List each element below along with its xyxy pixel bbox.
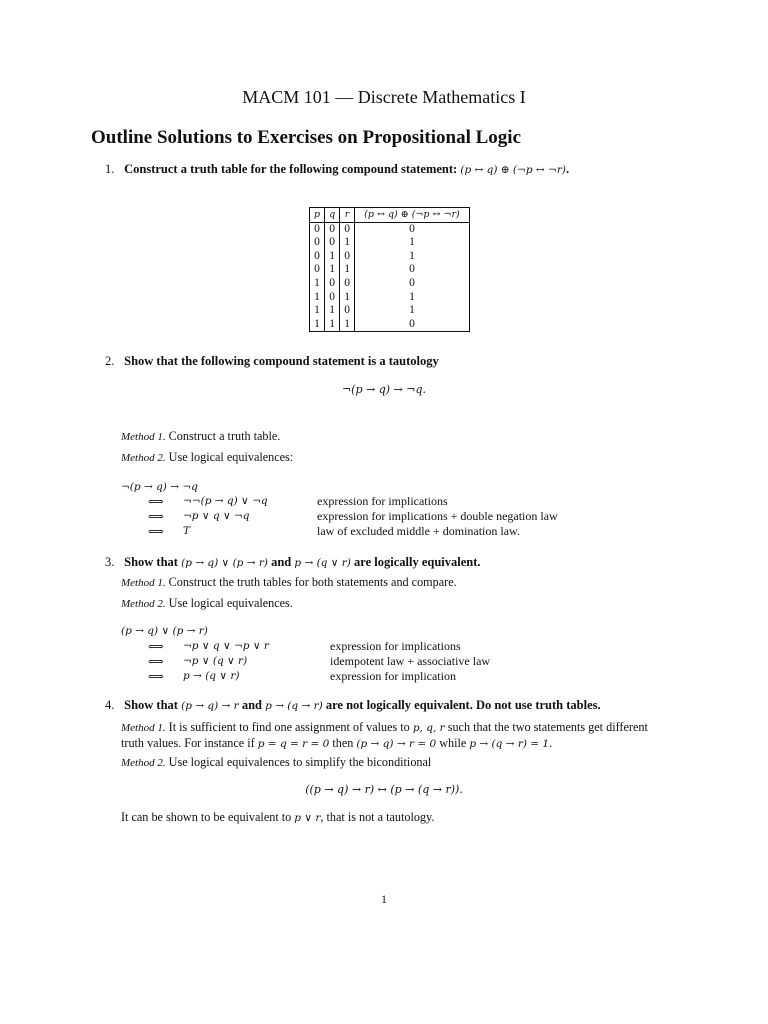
table-cell: 0 xyxy=(310,250,325,264)
table-cell: 1 xyxy=(325,304,340,318)
table-cell: 0 xyxy=(340,222,355,236)
conclusion-text: , that is not a tautology. xyxy=(320,810,435,824)
formula: p = q = r = 0 xyxy=(257,738,330,750)
page-title: Outline Solutions to Exercises on Propositional Logic xyxy=(91,127,522,148)
table-header-row xyxy=(310,208,470,223)
table-cell: 1 xyxy=(409,236,415,249)
method-1 xyxy=(121,720,648,735)
derivation-step xyxy=(148,525,164,538)
table-cell: 0 xyxy=(310,263,325,277)
question-text: Show that the following compound statement is a tautology xyxy=(124,354,439,368)
derivation-expression: T xyxy=(183,525,191,537)
table-cell: 0 xyxy=(409,263,415,276)
table-row xyxy=(310,318,470,332)
equivalence-symbol: ⟺ xyxy=(148,670,164,683)
question-1 xyxy=(105,162,569,177)
equivalence-symbol: ⟺ xyxy=(148,495,164,508)
table-row xyxy=(310,236,470,250)
method-label: Method 2. xyxy=(121,452,166,464)
question-text: are not logically equivalent. Do not use truth tables. xyxy=(325,698,601,712)
truth-table xyxy=(309,207,470,332)
table-cell: 1 xyxy=(340,263,355,277)
derivation-step xyxy=(148,510,164,523)
formula: p → (q → r) xyxy=(265,700,323,712)
method-1-continued xyxy=(121,736,552,751)
table-cell: 0 xyxy=(325,236,340,250)
display-formula: ¬(p → q) → ¬q. xyxy=(341,383,427,396)
derivation-reason: expression for implications xyxy=(317,494,448,508)
table-cell: 1 xyxy=(325,250,340,264)
derivation-step xyxy=(148,655,164,668)
column-header-q: q xyxy=(325,208,340,223)
method-label: Method 1. xyxy=(121,722,166,734)
table-row xyxy=(310,222,470,236)
page-number: 1 xyxy=(381,892,387,906)
derivation-start: ¬(p → q) → ¬q xyxy=(121,481,198,493)
table-cell: 0 xyxy=(325,222,340,236)
formula: (p → q) ∨ (p → r) xyxy=(181,557,268,569)
table-cell: 1 xyxy=(340,318,355,332)
derivation-reason: expression for implication xyxy=(330,669,456,683)
table-cell: 0 xyxy=(340,304,355,318)
formula: p ∨ r xyxy=(294,812,321,824)
table-cell: 1 xyxy=(310,318,325,332)
derivation-expression: p → (q ∨ r) xyxy=(183,670,240,682)
formula: (p ↔ q) ⊕ (¬p ↔ ¬r) xyxy=(460,164,566,176)
question-2 xyxy=(105,354,439,369)
derivation-reason: law of excluded middle + domination law. xyxy=(317,524,520,538)
derivation-expression: ¬p ∨ q ∨ ¬p ∨ r xyxy=(183,640,269,652)
table-cell: 1 xyxy=(310,304,325,318)
table-cell: 0 xyxy=(310,236,325,250)
method-label: Method 1. xyxy=(121,431,166,443)
method-text: Use logical equivalences. xyxy=(168,596,293,610)
derivation-step xyxy=(148,640,164,653)
method-label: Method 1. xyxy=(121,577,166,589)
formula: p, q, r xyxy=(412,722,445,734)
method-label: Method 2. xyxy=(121,598,166,610)
table-cell: 1 xyxy=(409,290,415,303)
question-number: 3. xyxy=(105,555,115,569)
method-text: then xyxy=(332,736,354,750)
derivation-reason: expression for implications xyxy=(330,639,461,653)
table-cell: 1 xyxy=(340,291,355,305)
conclusion-text: It can be shown to be equivalent to xyxy=(121,810,292,824)
question-number: 4. xyxy=(105,698,115,712)
question-number: 2. xyxy=(105,354,115,368)
method-text: Use logical equivalences: xyxy=(168,450,294,464)
question-text: are logically equivalent. xyxy=(354,555,481,569)
question-text: and xyxy=(241,698,262,712)
column-header-r: r xyxy=(340,208,355,223)
formula: (p → q) → r = 0 xyxy=(356,738,437,750)
formula: (p → q) → r xyxy=(181,700,239,712)
derivation-step xyxy=(148,495,164,508)
question-4 xyxy=(105,698,601,713)
column-header-p: p xyxy=(310,208,325,223)
method-1 xyxy=(121,429,280,444)
question-text: and xyxy=(271,555,292,569)
method-text: truth values. For instance if xyxy=(121,736,255,750)
method-text: Construct the truth tables for both statements and compare. xyxy=(168,575,457,589)
table-cell: 0 xyxy=(409,317,415,330)
table-row xyxy=(310,263,470,277)
derivation-expression: ¬p ∨ (q ∨ r) xyxy=(183,655,248,667)
table-row xyxy=(310,250,470,264)
formula: p → (q ∨ r) xyxy=(294,557,351,569)
table-cell: 0 xyxy=(325,277,340,291)
derivation-start: (p → q) ∨ (p → r) xyxy=(121,625,208,637)
equivalence-symbol: ⟺ xyxy=(148,510,164,523)
table-cell: 1 xyxy=(409,249,415,262)
table-cell: 0 xyxy=(310,222,325,236)
derivation-reason: expression for implications + double negation law xyxy=(317,509,558,523)
table-cell: 1 xyxy=(325,318,340,332)
question-number: 1. xyxy=(105,162,115,176)
equivalence-symbol: ⟺ xyxy=(148,655,164,668)
method-text: Construct a truth table. xyxy=(168,429,281,443)
question-text: Construct a truth table for the following compound statement: xyxy=(124,162,458,176)
table-cell: 1 xyxy=(409,304,415,317)
table-cell: 1 xyxy=(340,236,355,250)
method-2 xyxy=(121,596,293,611)
column-header-result: (p ↔ q) ⊕ (¬p ↔ ¬r) xyxy=(354,208,469,223)
question-text: Show that xyxy=(124,555,178,569)
table-cell: 0 xyxy=(325,291,340,305)
question-3 xyxy=(105,555,481,570)
table-cell: 1 xyxy=(310,291,325,305)
table-cell: 0 xyxy=(409,222,415,235)
derivation-expression: ¬p ∨ q ∨ ¬q xyxy=(183,510,250,522)
conclusion xyxy=(121,810,434,825)
method-text: while xyxy=(439,736,467,750)
table-row xyxy=(310,277,470,291)
punctuation: . xyxy=(549,736,553,750)
method-text: It is sufficient to find one assignment of values to xyxy=(168,720,410,734)
equivalence-symbol: ⟺ xyxy=(148,640,164,653)
table-cell: 1 xyxy=(310,277,325,291)
method-label: Method 2. xyxy=(121,757,166,769)
derivation-reason: idempotent law + associative law xyxy=(330,654,491,668)
question-text: Show that xyxy=(124,698,178,712)
equivalence-symbol: ⟺ xyxy=(148,525,164,538)
method-text: Use logical equivalences to simplify the biconditional xyxy=(168,755,432,769)
display-formula: ((p → q) → r) ↔ (p → (q → r)). xyxy=(305,783,463,796)
derivation-expression: ¬¬(p → q) ∨ ¬q xyxy=(183,495,268,507)
course-heading: MACM 101 — Discrete Mathematics I xyxy=(242,87,526,107)
derivation-step xyxy=(148,670,164,683)
punctuation: . xyxy=(565,162,570,176)
table-cell: 0 xyxy=(340,277,355,291)
table-row xyxy=(310,291,470,305)
table-cell: 0 xyxy=(409,276,415,289)
method-text: such that the two statements get different xyxy=(447,720,648,734)
table-row xyxy=(310,304,470,318)
formula: p → (q → r) = 1 xyxy=(469,738,550,750)
method-2 xyxy=(121,450,293,465)
table-cell: 0 xyxy=(340,250,355,264)
method-1 xyxy=(121,575,457,590)
method-2 xyxy=(121,755,431,770)
table-cell: 1 xyxy=(325,263,340,277)
